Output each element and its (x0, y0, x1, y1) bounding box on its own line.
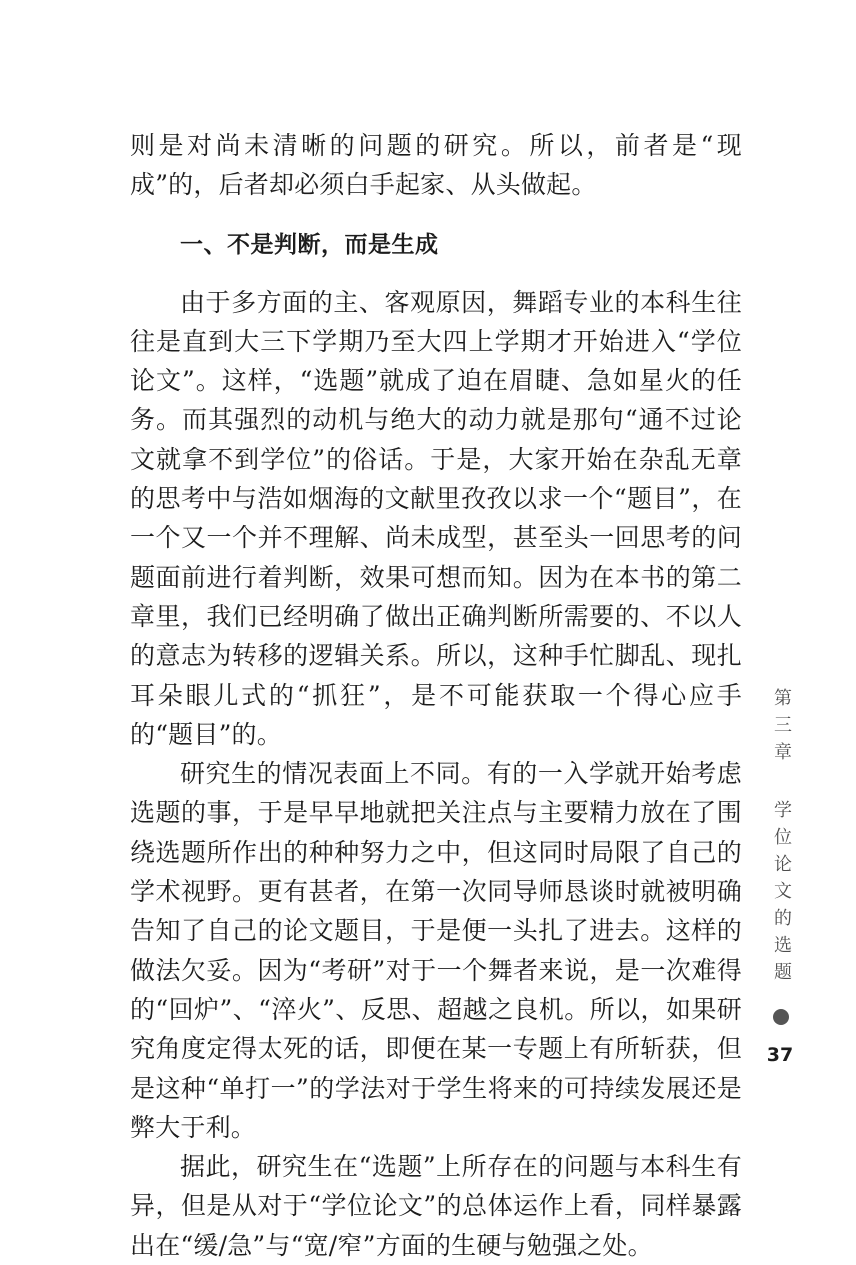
chapter-side-label (766, 688, 796, 1025)
side-chapter-label: 第三章 (771, 688, 792, 769)
page-number: 37 (766, 1044, 794, 1066)
paragraph-undergraduate: 由于多方面的主、客观原因，舞蹈专业的本科生往往是直到大三下学期乃至大四上学期才开始进入“学位论文”。这样，“选题”就成了迫在眉睫、急如星火的任务。而其强烈的动机与绝大的动力就是那句“通不过论文就拿不到学位”的俗话。于是，大家开始在杂乱无章的思考中与浩如烟海的文献里孜孜以求一个“题目”，在一个又一个并不理解、尚未成型，甚至头一回思考的问题面前进行着判断，效果可想而知。因为在本书的第二章里，我们已经明确了做出正确判断所需要的、不以人的意志为转移的逻辑关系。所以，这种手忙脚乱、现扎耳朵眼儿式的“抓狂”，是不可能获取一个得心应手的“题目”的。 (130, 287, 742, 749)
side-chapter-title: 学位论文的选题 (771, 800, 792, 989)
paragraph-continued: 则是对尚未清晰的问题的研究。所以，前者是“现成”的，后者却必须白手起家、从头做起。 (130, 131, 742, 200)
section-heading: 一、不是判断，而是生成 (180, 231, 439, 258)
paragraph-graduate: 研究生的情况表面上不同。有的一入学就开始考虑选题的事，于是早早地就把关注点与主要精力放在了围绕选题所作出的种种努力之中，但这同时局限了自己的学术视野。更有甚者，在第一次同导师恳谈时就被明确告知了自己的论文题目，于是便一头扎了进去。这样的做法欠妥。因为“考研”对于一个舞者来说，是一次难得的“回炉”、“淬火”、反思、超越之良机。所以，如果研究角度定得太死的话，即便在某一专题上有所斩获，但是这种“单打一”的学法对于学生将来的可持续发展还是弊大于利。 (130, 759, 742, 1142)
body-text (130, 126, 742, 1265)
paragraph-conclusion: 据此，研究生在“选题”上所存在的问题与本科生有异，但是从对于“学位论文”的总体运作上看，同样暴露出在“缓/急”与“宽/窄”方面的生硬与勉强之处。 (130, 1152, 742, 1260)
bullet-dot-icon (773, 1009, 789, 1025)
